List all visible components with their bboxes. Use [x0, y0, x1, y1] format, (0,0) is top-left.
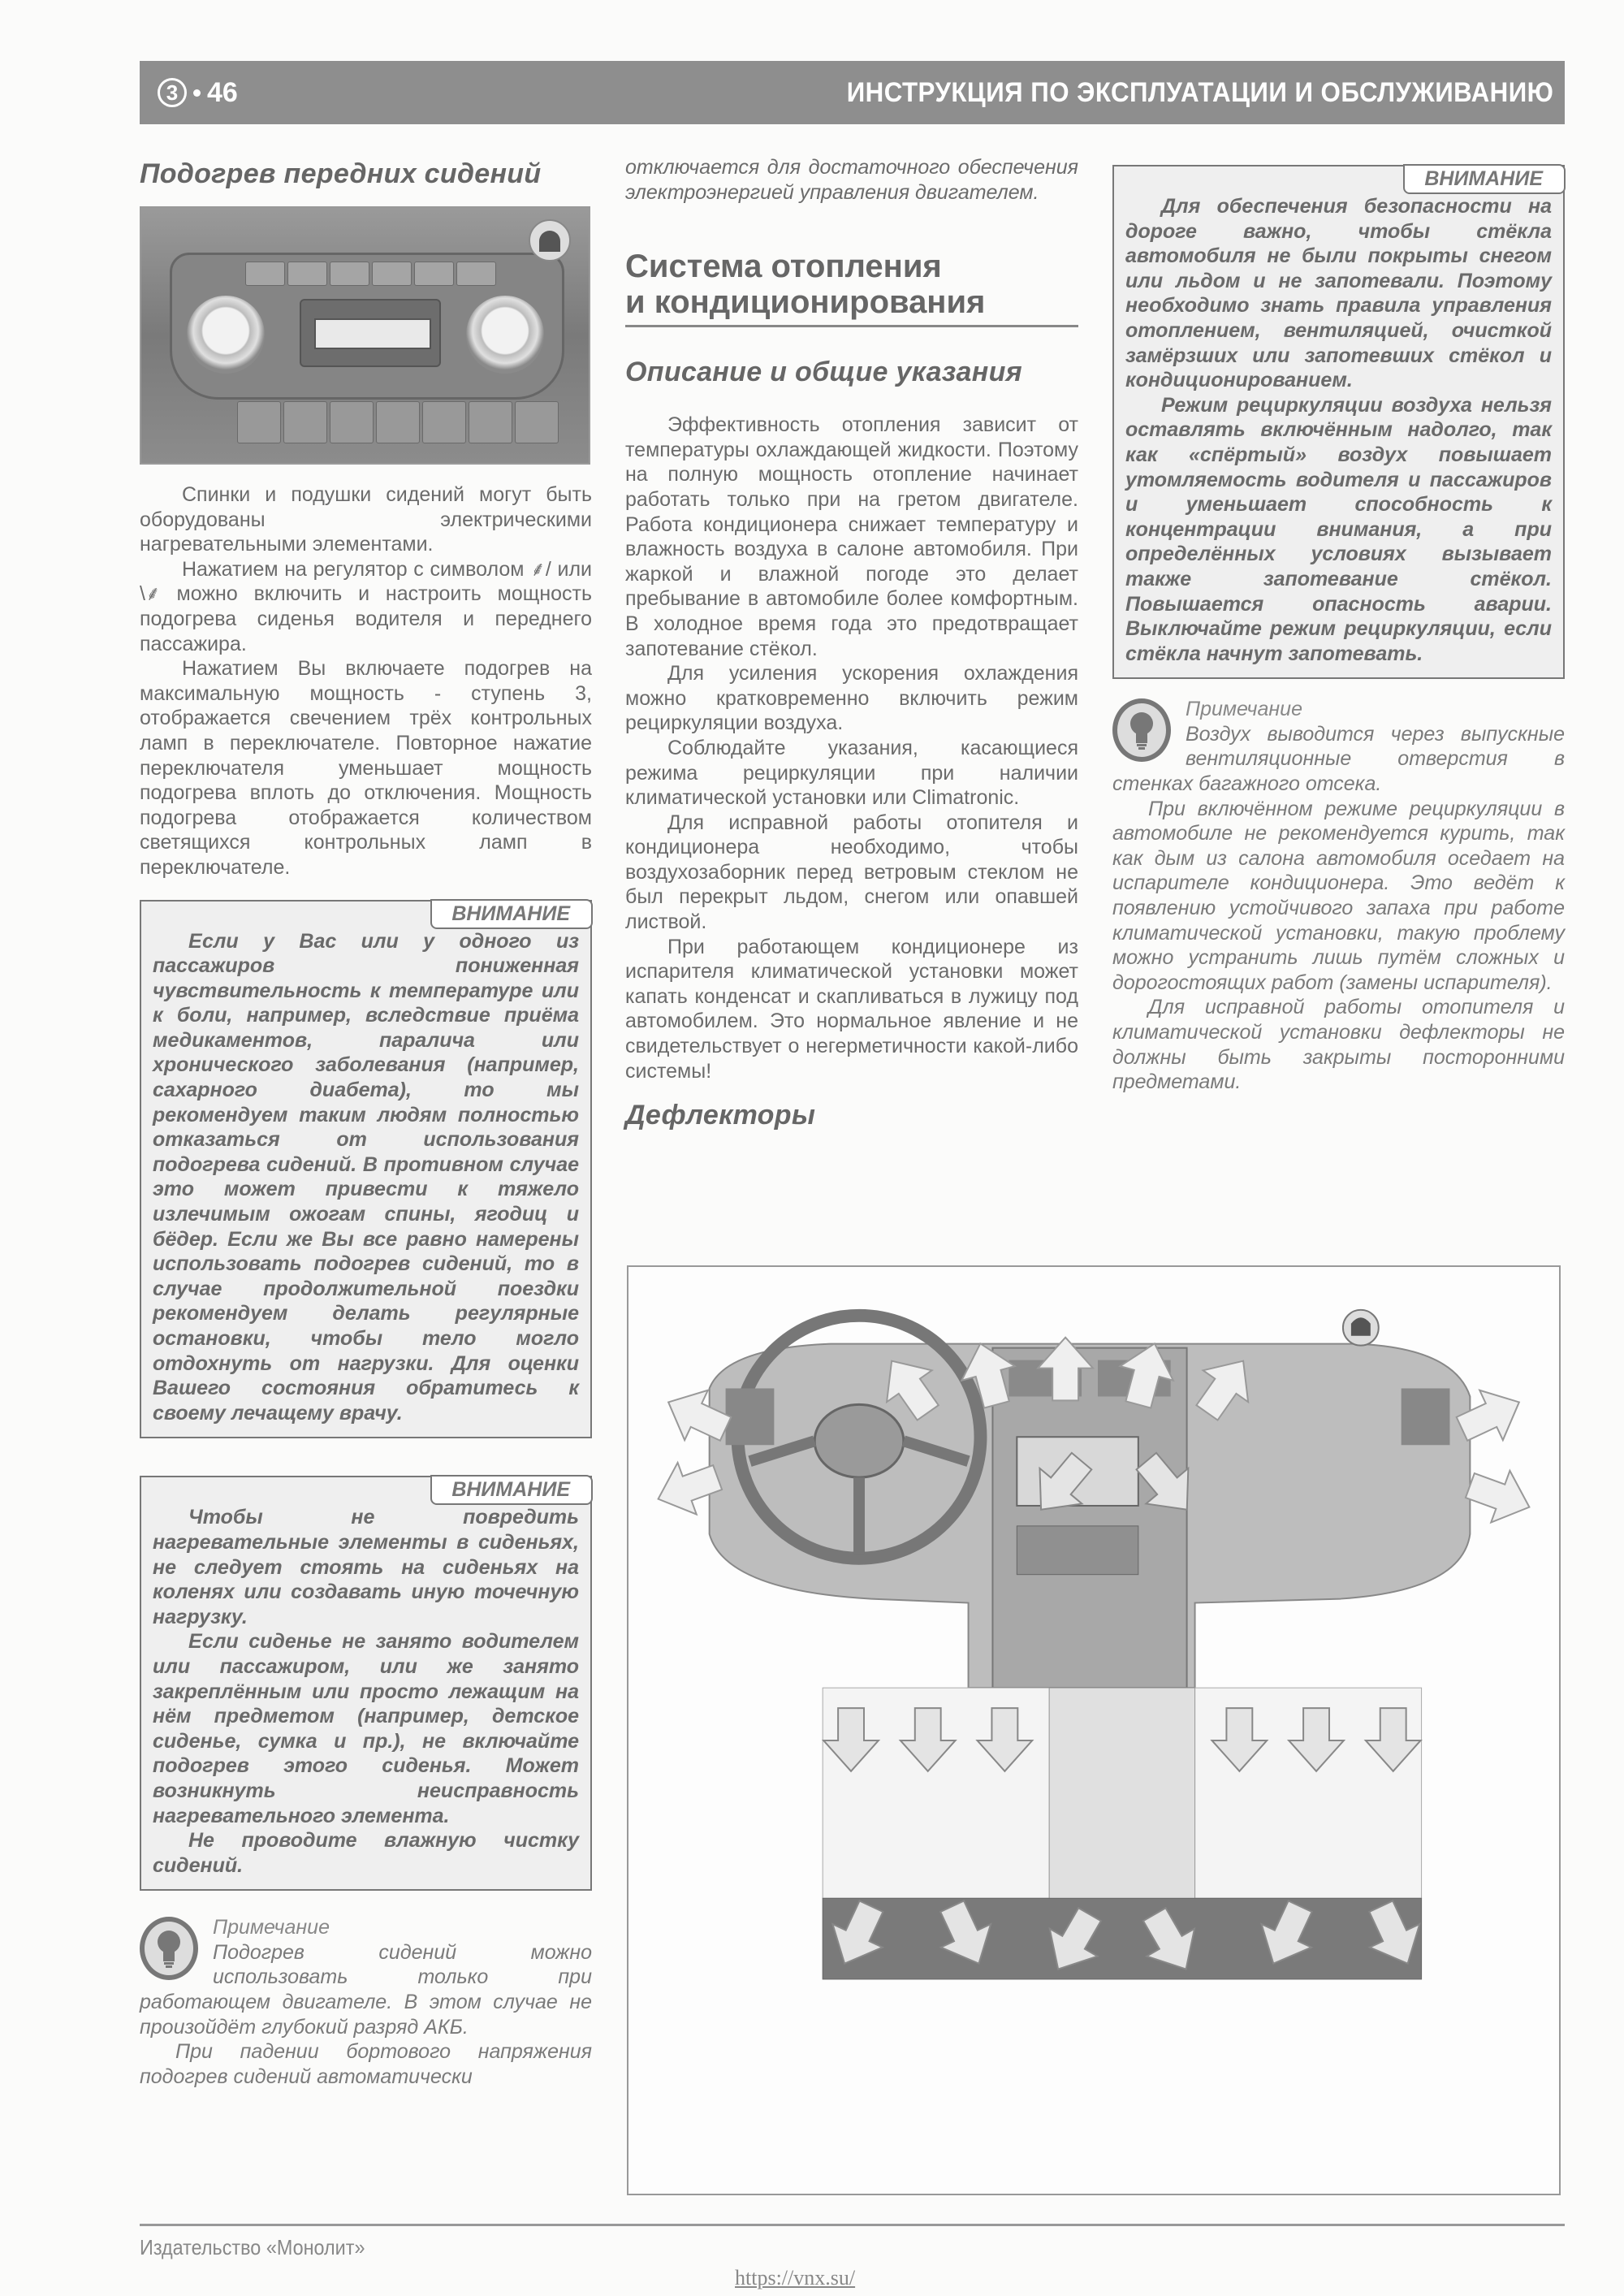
- paragraph: Для исправной работы отопителя и кондиционера необходимо, чтобы воздухозаборник перед ветровым стеклом не был перекрыт льдом, снегом или опавшей листвой.: [625, 811, 1078, 934]
- note-block: [140, 1915, 592, 2089]
- running-title: ИНСТРУКЦИЯ ПО ЭКСПЛУАТАЦИИ И ОБСЛУЖИВАНИЮ: [846, 76, 1553, 108]
- note-text: При включённом режиме рециркуляции в автомобиле не рекомендуется курить, так как дым из салона автомобиля оседает на испарителе кондиционера. Это ведёт к появлению устойчивого запаха при работе климатической установки, такую проблему можно устранить лишь путём сложных и дорогостоящих работ (замены испарителя).: [1112, 797, 1565, 994]
- footer-divider: [140, 2224, 1565, 2226]
- warning-box: [140, 1476, 592, 1891]
- seat-heating-button-row: [237, 401, 559, 443]
- note-title: Примечание: [1186, 698, 1302, 721]
- climate-display: [300, 299, 441, 367]
- subsection-title: Описание и общие указания: [625, 357, 1022, 388]
- publisher-name: Издательство «Монолит»: [140, 2235, 365, 2259]
- page-header: [140, 61, 1565, 124]
- paragraph: Нажатием Вы включаете подогрев на максимальную мощность - ступень 3, отображается свечением трёх контрольных ламп в переключателе. Повторное нажатие переключателя уменьшает мощность подогрева вплоть до отключения. Мощность подогрева отображается количеством светящихся контрольных ламп в переключателе.: [140, 657, 592, 879]
- section-title-heating-ac: [625, 249, 1078, 327]
- paragraph: Эффективность отопления зависит от температуры охлаждающей жидкости. Поэтому на полную мощность отопление начинает работать только при на гретом двигателе. Работа кондиционера снижает температуру и влажность воздуха в салоне автомобиля. При жаркой и влажной погоде это делает пребывание в автомобиле более комфортным. В холодное время года это предотвращает запотевание стёкол.: [625, 413, 1078, 660]
- chapter-number: 3: [158, 78, 187, 107]
- paragraph: Соблюдайте указания, касающиеся режима рециркуляции при наличии климатической установки или Climatronic.: [625, 736, 1078, 810]
- middle-column: [625, 158, 1078, 1131]
- page-number-value: 46: [207, 76, 238, 108]
- warning-box: [1112, 165, 1565, 679]
- deflectors-figure: [627, 1265, 1561, 2195]
- left-temperature-knob: [187, 296, 265, 374]
- bullet-dot: [193, 89, 201, 97]
- top-button-row: [245, 262, 496, 286]
- note-text: Воздух выводится через выпускные вентиляционные отверстия в стенках багажного отсека.: [1112, 722, 1565, 796]
- right-temperature-knob: [466, 296, 544, 374]
- warning-text: Для обеспечения безопасности на дороге важно, чтобы стёкла автомобиля не были покрыты снегом или льдом и не запотевали. Поэтому необходимо знать правила управления отоплением, вентиляцией, очисткой замёрзших или запотевших стёкол и кондиционированием.: [1125, 195, 1552, 392]
- warning-text: Режим рециркуляции воздуха нельзя оставлять включённым надолго, так как «спёртый» воздух повышает утомляемость водителя и пассажиров и уменьшает способность к концентрации внимания, а при определённых условиях вызывает также запотевание стёкол. Повышается опасность аварии. Выключайте режим рециркуляции, если стёкла начнут запотевать.: [1125, 393, 1552, 665]
- section-title-line2: и кондиционирования: [625, 284, 986, 321]
- dashboard-illustration: [628, 1267, 1559, 2194]
- note-text: Для исправной работы отопителя и климатической установки дефлекторы не должны быть закрыты посторонними предметами.: [1112, 996, 1565, 1094]
- lightbulb-icon: [140, 1917, 198, 1980]
- warning-label: ВНИМАНИЕ: [1403, 164, 1566, 194]
- climate-panel-photo: [140, 206, 590, 465]
- warning-label: ВНИМАНИЕ: [430, 899, 593, 929]
- deflectors-title: Дефлекторы: [625, 1100, 816, 1131]
- warning-text: Если у Вас или у одного из пассажиров пониженная чувствительность к температуре или к боли, например, вследствие приёма медикаментов, паралича или хронического заболевания (например, сахарного диабета), то мы рекомендуем таким людям полностью отказаться от использования подогрева сидений. В противном случае это может привести к тяжело излечимым ожогам спины, ягодиц и бёдер. Если же Вы все равно намерены использовать подогрев сидений, то в случае продолжительной поездки рекомендуем делать регулярные остановки, чтобы тело могло отдохнуть от нагрузки. Для оценки Вашего состояния обратитесь к своему лечащему врачу.: [153, 929, 579, 1425]
- paragraph: Нажатием на регулятор с символом ⸙/ или \⸙ можно включить и настроить мощность подогрева сиденья водителя и переднего пассажира.: [140, 557, 592, 655]
- note-text: При падении бортового напряжения подогрев сидений автоматически: [140, 2040, 592, 2088]
- warning-box: [140, 900, 592, 1439]
- publisher-logo-icon: [529, 219, 571, 262]
- note-text: Подогрев сидений можно использовать только при работающем двигателе. В этом случае не произойдёт глубокий разряд АКБ.: [140, 1940, 592, 2039]
- warning-text: Если сиденье не занято водителем или пассажиром, или же занято закреплённым или просто лежащим на нём предметом (например, детское сиденье, сумка и пр.), не включайте подогрев этого сиденья. Может возникнуть неисправность нагревательного элемента.: [153, 1630, 579, 1827]
- lightbulb-icon: [1112, 698, 1171, 762]
- warning-label: ВНИМАНИЕ: [430, 1475, 593, 1505]
- paragraph: Для усиления ускорения охлаждения можно кратковременно включить режим рециркуляции воздуха.: [625, 662, 1078, 735]
- section-title-seat-heating: Подогрев передних сидений: [140, 158, 542, 189]
- note-block: [1112, 697, 1565, 1095]
- warning-text: Чтобы не повредить нагревательные элементы в сиденьях, не следует стоять на сиденьях на коленях или создавать иную точечную нагрузку.: [153, 1506, 579, 1628]
- page-number: [158, 77, 238, 109]
- note-title: Примечание: [213, 1916, 330, 1939]
- continued-text: отключается для достаточного обеспечения электроэнергией управления двигателем.: [625, 156, 1078, 204]
- section-title-line1: Система отопления: [625, 249, 942, 285]
- source-url-link[interactable]: https://vnx.su/: [735, 2266, 856, 2290]
- paragraph: При работающем кондиционере из испарителя климатической установки может капать конденсат и скапливаться в лужицу под автомобилем. Это нормальное явление и не свидетельствует о негерметичности какой-либо системы!: [625, 935, 1078, 1083]
- right-column: [1112, 158, 1565, 1095]
- warning-text: Не проводите влажную чистку сидений.: [153, 1829, 579, 1877]
- left-column: [140, 158, 592, 2089]
- paragraph: Спинки и подушки сидений могут быть оборудованы электрическими нагревательными элементами.: [140, 483, 592, 556]
